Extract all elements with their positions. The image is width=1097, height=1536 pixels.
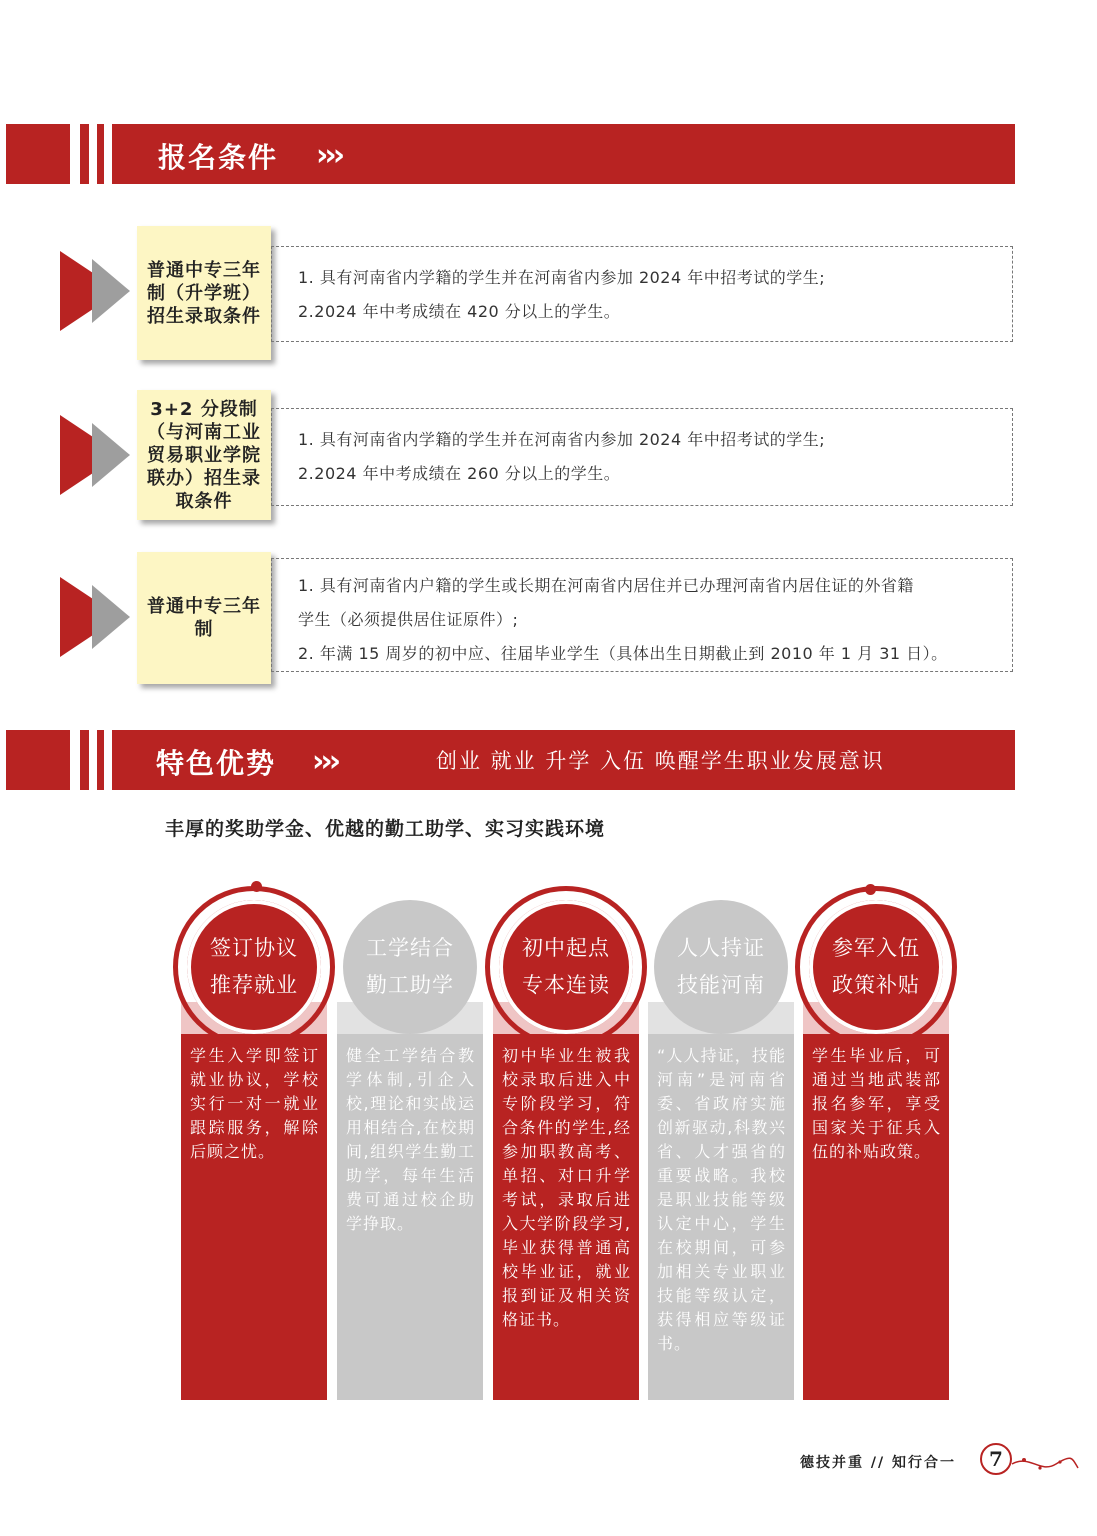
condition-label: 3+2 分段制（与河南工业贸易职业学院联办）招生录取条件 [137,390,271,520]
section-title: 特色优势 [156,747,277,780]
feature-text: 初中毕业生被我校录取后进入中专阶段学习，符合条件的学生,经参加职教高考、单招、对口升学考试，录取后进入大学阶段学习,毕业获得普通高校毕业证，就业报到证及相关资格证书。 [502,1046,631,1329]
condition-label: 普通中专三年制 [137,552,271,684]
arrow-gray-icon [92,585,130,649]
condition-line: 1. 具有河南省内学籍的学生并在河南省内参加 2024 年中招考试的学生; [298,430,826,449]
condition-line: 1. 具有河南省内户籍的学生或长期在河南省内居住并已办理河南省内居住证的外省籍 [298,576,914,595]
chevrons-icon: ››› [316,138,342,173]
footer-motto: 德技并重 // 知行合一 [800,1455,956,1471]
page-number: 7 [980,1443,1012,1475]
condition-line: 2. 年满 15 周岁的初中应、往届毕业学生（具体出生日期截止到 2010 年 1 月 31 日）。 [298,644,948,663]
condition-line: 学生（必须提供居住证原件）; [298,610,519,629]
condition-box [271,246,1013,342]
flourish-icon [1010,1450,1080,1480]
feature-card [493,880,639,1400]
arrow-gray-icon [92,259,130,323]
condition-box [271,408,1013,506]
condition-line: 2.2024 年中考成绩在 260 分以上的学生。 [298,464,621,483]
section-banner-features [6,730,1015,790]
condition-label: 普通中专三年制（升学班）招生录取条件 [137,226,271,360]
feature-card [648,880,794,1400]
chevrons-icon: ››› [312,744,338,779]
feature-title: 参军入伍 政策补贴 [809,900,943,1034]
condition-box [271,558,1013,672]
feature-text: 学生毕业后，可通过当地武装部报名参军，享受国家关于征兵入伍的补贴政策。 [812,1046,941,1161]
features-headline: 丰厚的奖助学金、优越的勤工助学、实习实践环境 [165,818,606,840]
feature-title: 初中起点 专本连读 [499,900,633,1034]
feature-card [337,880,483,1400]
feature-title: 人人持证 技能河南 [654,900,788,1034]
condition-line: 2.2024 年中考成绩在 420 分以上的学生。 [298,302,621,321]
dot-icon [865,884,876,895]
section-title: 报名条件 [158,141,279,174]
feature-card [181,880,327,1400]
feature-title: 工学结合 勤工助学 [343,900,477,1034]
feature-text: 健全工学结合教学体制,引企入校,理论和实战运用相结合,在校期间,组织学生勤工助学，每年生活费可通过校企助学挣取。 [346,1046,475,1233]
condition-line: 1. 具有河南省内学籍的学生并在河南省内参加 2024 年中招考试的学生; [298,268,826,287]
feature-title: 签订协议 推荐就业 [187,900,321,1034]
feature-text: “人人持证，技能河南”是河南省委、省政府实施创新驱动,科教兴省、人才强省的重要战略。我校是职业技能等级认定中心，学生在校期间，可参加相关专业职业技能等级认定，获得相应等级证书。 [657,1046,786,1353]
feature-text: 学生入学即签订就业协议，学校实行一对一就业跟踪服务，解除后顾之忧。 [190,1046,319,1161]
arrow-gray-icon [92,423,130,487]
dot-icon [251,881,262,892]
feature-card [803,880,949,1400]
section-banner-registration [6,124,1015,184]
section-subtitle: 创业 就业 升学 入伍 唤醒学生职业发展意识 [436,749,885,773]
